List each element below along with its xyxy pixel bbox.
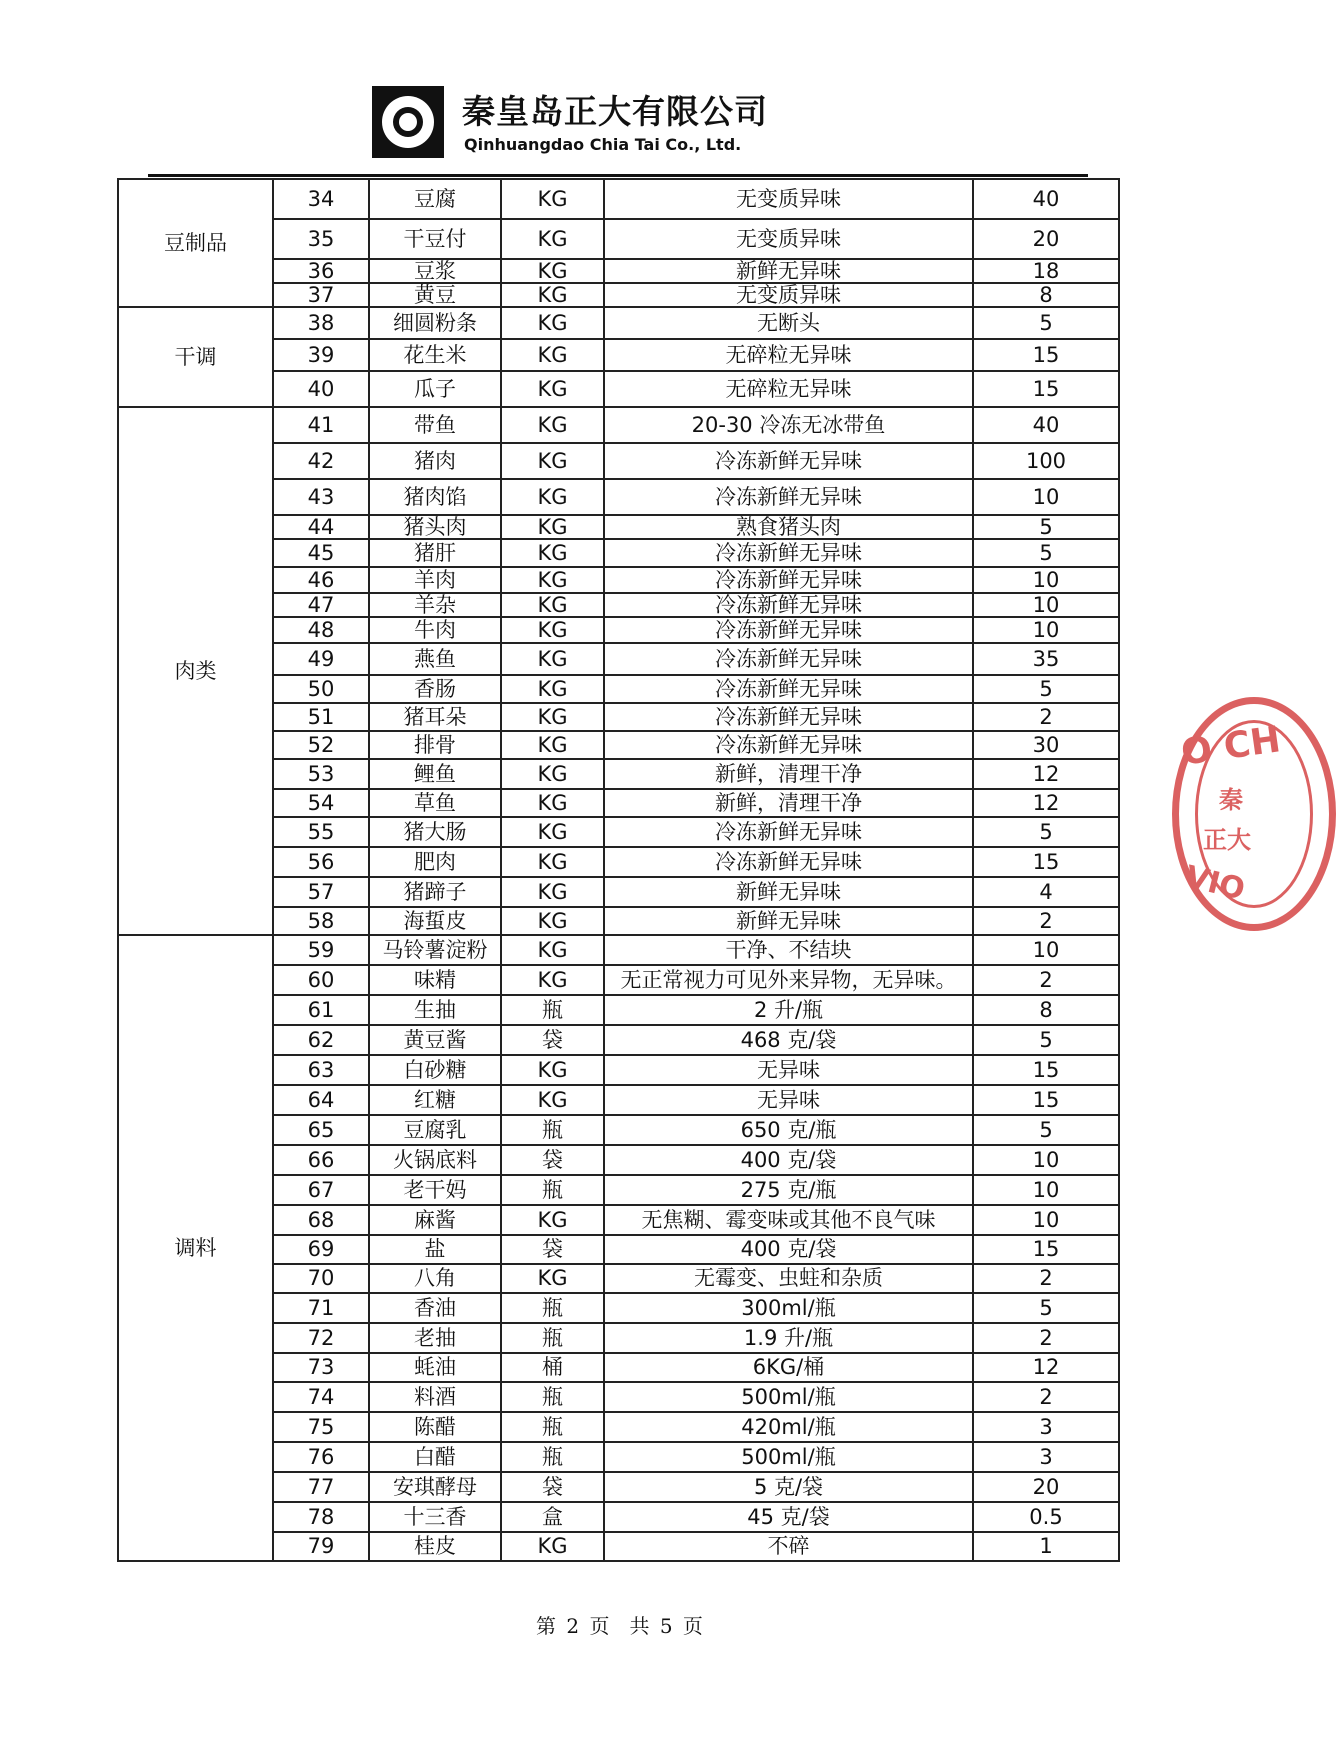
cell-name: 黄豆 [369,283,501,307]
cell-name: 红糖 [369,1085,501,1115]
cell-unit: KG [501,1532,604,1561]
cell-no: 78 [273,1502,369,1532]
cell-no: 45 [273,539,369,567]
table-row [118,307,1119,339]
cell-qty: 0.5 [973,1502,1119,1532]
cell-unit: KG [501,307,604,339]
cell-unit: KG [501,593,604,617]
cell-requirement: 500ml/瓶 [604,1442,973,1472]
cell-requirement: 300ml/瓶 [604,1293,973,1323]
cell-no: 62 [273,1025,369,1055]
cell-qty: 15 [973,847,1119,877]
cell-unit: KG [501,371,604,407]
cell-no: 57 [273,877,369,907]
cell-qty: 10 [973,1205,1119,1235]
logo-hole [393,107,423,137]
cell-qty: 3 [973,1442,1119,1472]
cell-requirement: 新鲜，清理干净 [604,759,973,789]
cell-unit: 瓶 [501,1115,604,1145]
category-cell: 肉类 [118,407,273,935]
cell-unit: KG [501,1055,604,1085]
cell-name: 海蜇皮 [369,907,501,935]
cell-name: 老抽 [369,1323,501,1353]
logo-ring [382,96,434,148]
cell-qty: 10 [973,935,1119,965]
cell-qty: 1 [973,1532,1119,1561]
cell-no: 44 [273,515,369,539]
cell-requirement: 400 克/袋 [604,1145,973,1175]
cell-unit: KG [501,759,604,789]
cell-no: 47 [273,593,369,617]
cell-no: 69 [273,1235,369,1264]
cell-qty: 10 [973,479,1119,515]
cell-qty: 5 [973,1115,1119,1145]
cell-unit: 瓶 [501,1323,604,1353]
cell-name: 火锅底料 [369,1145,501,1175]
cell-no: 79 [273,1532,369,1561]
cell-name: 燕鱼 [369,643,501,675]
cell-requirement: 冷冻新鲜无异味 [604,617,973,643]
cell-qty: 2 [973,1264,1119,1293]
cell-unit: KG [501,515,604,539]
cell-unit: KG [501,817,604,847]
cell-name: 牛肉 [369,617,501,643]
cell-requirement: 45 克/袋 [604,1502,973,1532]
cell-name: 猪肉 [369,443,501,479]
cell-qty: 40 [973,179,1119,219]
cell-unit: KG [501,1085,604,1115]
cell-requirement: 熟食猪头肉 [604,515,973,539]
cell-qty: 10 [973,593,1119,617]
cell-qty: 3 [973,1412,1119,1442]
cell-unit: KG [501,907,604,935]
cell-name: 白醋 [369,1442,501,1472]
cell-name: 草鱼 [369,789,501,817]
cell-requirement: 新鲜，清理干净 [604,789,973,817]
cell-no: 74 [273,1382,369,1412]
cell-unit: KG [501,443,604,479]
cell-name: 羊杂 [369,593,501,617]
cell-name: 肥肉 [369,847,501,877]
cell-qty: 35 [973,643,1119,675]
stamp-text-mid: 秦 [1219,786,1243,814]
cell-no: 50 [273,675,369,703]
cell-name: 陈醋 [369,1412,501,1442]
cell-requirement: 5 克/袋 [604,1472,973,1502]
cell-no: 39 [273,339,369,371]
cell-qty: 5 [973,817,1119,847]
chia-tai-logo-icon [372,86,444,158]
cell-no: 36 [273,259,369,283]
cell-no: 60 [273,965,369,995]
cell-requirement: 20-30 冷冻无冰带鱼 [604,407,973,443]
cell-requirement: 6KG/桶 [604,1353,973,1382]
cell-qty: 5 [973,515,1119,539]
cell-no: 68 [273,1205,369,1235]
cell-no: 65 [273,1115,369,1145]
cell-qty: 5 [973,1025,1119,1055]
cell-no: 42 [273,443,369,479]
cell-requirement: 无碎粒无异味 [604,339,973,371]
cell-unit: KG [501,479,604,515]
cell-unit: 瓶 [501,1382,604,1412]
cell-requirement: 冷冻新鲜无异味 [604,443,973,479]
cell-unit: KG [501,789,604,817]
cell-requirement: 400 克/袋 [604,1235,973,1264]
table-row [118,935,1119,965]
cell-name: 羊肉 [369,567,501,593]
cell-unit: 盒 [501,1502,604,1532]
cell-unit: 瓶 [501,995,604,1025]
cell-unit: 袋 [501,1235,604,1264]
cell-unit: KG [501,847,604,877]
cell-no: 52 [273,731,369,759]
cell-requirement: 无变质异味 [604,179,973,219]
cell-no: 35 [273,219,369,259]
stamp-text-low: 正大 [1203,826,1251,854]
cell-no: 77 [273,1472,369,1502]
cell-unit: KG [501,1205,604,1235]
cell-qty: 15 [973,1085,1119,1115]
cell-requirement: 无变质异味 [604,219,973,259]
cell-name: 白砂糖 [369,1055,501,1085]
cell-name: 花生米 [369,339,501,371]
cell-unit: 瓶 [501,1293,604,1323]
cell-no: 64 [273,1085,369,1115]
cell-name: 猪头肉 [369,515,501,539]
cell-name: 料酒 [369,1382,501,1412]
cell-qty: 5 [973,1293,1119,1323]
cell-no: 37 [273,283,369,307]
cell-qty: 18 [973,259,1119,283]
page-footer: 第 2 页 共 5 页 [536,1614,703,1638]
cell-name: 瓜子 [369,371,501,407]
purchase-items-table [117,178,1120,1562]
cell-unit: 袋 [501,1472,604,1502]
cell-no: 38 [273,307,369,339]
cell-no: 63 [273,1055,369,1085]
cell-name: 生抽 [369,995,501,1025]
cell-no: 58 [273,907,369,935]
cell-requirement: 冷冻新鲜无异味 [604,703,973,731]
cell-no: 49 [273,643,369,675]
logo-dot [399,113,417,131]
category-cell: 调料 [118,935,273,1561]
cell-no: 67 [273,1175,369,1205]
cell-no: 40 [273,371,369,407]
cell-requirement: 1.9 升/瓶 [604,1323,973,1353]
table-row [118,179,1119,219]
cell-requirement: 冷冻新鲜无异味 [604,593,973,617]
cell-qty: 5 [973,539,1119,567]
cell-qty: 2 [973,907,1119,935]
cell-requirement: 冷冻新鲜无异味 [604,643,973,675]
cell-name: 黄豆酱 [369,1025,501,1055]
cell-no: 59 [273,935,369,965]
cell-qty: 2 [973,1382,1119,1412]
cell-requirement: 2 升/瓶 [604,995,973,1025]
cell-name: 盐 [369,1235,501,1264]
cell-requirement: 无焦糊、霉变味或其他不良气味 [604,1205,973,1235]
cell-no: 48 [273,617,369,643]
cell-no: 76 [273,1442,369,1472]
cell-unit: 瓶 [501,1412,604,1442]
cell-unit: KG [501,179,604,219]
cell-qty: 8 [973,283,1119,307]
cell-qty: 2 [973,1323,1119,1353]
cell-name: 蚝油 [369,1353,501,1382]
cell-no: 34 [273,179,369,219]
cell-unit: KG [501,703,604,731]
cell-name: 味精 [369,965,501,995]
company-seal-stamp [1172,697,1336,931]
cell-unit: KG [501,539,604,567]
cell-qty: 10 [973,1175,1119,1205]
cell-no: 73 [273,1353,369,1382]
category-cell: 干调 [118,307,273,407]
cell-name: 鲤鱼 [369,759,501,789]
cell-no: 66 [273,1145,369,1175]
cell-requirement: 无碎粒无异味 [604,371,973,407]
cell-requirement: 新鲜无异味 [604,907,973,935]
cell-requirement: 468 克/袋 [604,1025,973,1055]
cell-unit: KG [501,567,604,593]
cell-name: 猪肉馅 [369,479,501,515]
cell-qty: 15 [973,1055,1119,1085]
cell-name: 老干妈 [369,1175,501,1205]
cell-qty: 15 [973,339,1119,371]
cell-no: 70 [273,1264,369,1293]
cell-qty: 12 [973,759,1119,789]
cell-qty: 2 [973,703,1119,731]
cell-no: 72 [273,1323,369,1353]
cell-requirement: 275 克/瓶 [604,1175,973,1205]
cell-name: 排骨 [369,731,501,759]
cell-qty: 20 [973,219,1119,259]
cell-unit: KG [501,935,604,965]
cell-name: 细圆粉条 [369,307,501,339]
cell-unit: KG [501,617,604,643]
cell-qty: 15 [973,371,1119,407]
table-row [118,407,1119,443]
header-divider [148,174,1088,177]
cell-requirement: 420ml/瓶 [604,1412,973,1442]
cell-requirement: 干净、不结块 [604,935,973,965]
cell-name: 麻酱 [369,1205,501,1235]
cell-name: 桂皮 [369,1532,501,1561]
cell-qty: 15 [973,1235,1119,1264]
cell-qty: 12 [973,1353,1119,1382]
cell-name: 豆腐 [369,179,501,219]
cell-name: 安琪酵母 [369,1472,501,1502]
cell-qty: 4 [973,877,1119,907]
cell-qty: 100 [973,443,1119,479]
cell-requirement: 冷冻新鲜无异味 [604,675,973,703]
cell-qty: 40 [973,407,1119,443]
cell-no: 55 [273,817,369,847]
cell-no: 41 [273,407,369,443]
cell-requirement: 新鲜无异味 [604,259,973,283]
cell-requirement: 无正常视力可见外来异物，无异味。 [604,965,973,995]
cell-unit: KG [501,643,604,675]
cell-unit: KG [501,1264,604,1293]
cell-qty: 10 [973,1145,1119,1175]
cell-requirement: 650 克/瓶 [604,1115,973,1145]
cell-name: 香肠 [369,675,501,703]
company-name-en: Qinhuangdao Chia Tai Co., Ltd. [464,135,742,154]
stamp-text-top: O CH [1178,719,1284,774]
cell-name: 马铃薯淀粉 [369,935,501,965]
cell-unit: 瓶 [501,1442,604,1472]
cell-name: 猪大肠 [369,817,501,847]
cell-unit: KG [501,675,604,703]
cell-no: 43 [273,479,369,515]
cell-name: 八角 [369,1264,501,1293]
cell-name: 带鱼 [369,407,501,443]
cell-no: 54 [273,789,369,817]
cell-requirement: 无断头 [604,307,973,339]
cell-requirement: 冷冻新鲜无异味 [604,731,973,759]
cell-no: 56 [273,847,369,877]
cell-qty: 8 [973,995,1119,1025]
cell-unit: KG [501,407,604,443]
cell-no: 75 [273,1412,369,1442]
cell-requirement: 冷冻新鲜无异味 [604,847,973,877]
cell-qty: 30 [973,731,1119,759]
cell-unit: KG [501,965,604,995]
cell-unit: KG [501,219,604,259]
cell-requirement: 新鲜无异味 [604,877,973,907]
cell-qty: 2 [973,965,1119,995]
cell-qty: 20 [973,1472,1119,1502]
cell-requirement: 无霉变、虫蛀和杂质 [604,1264,973,1293]
cell-no: 46 [273,567,369,593]
cell-unit: KG [501,283,604,307]
cell-requirement: 无异味 [604,1085,973,1115]
cell-unit: 袋 [501,1025,604,1055]
cell-unit: KG [501,259,604,283]
cell-unit: KG [501,731,604,759]
cell-requirement: 冷冻新鲜无异味 [604,817,973,847]
cell-name: 豆腐乳 [369,1115,501,1145]
cell-name: 猪耳朵 [369,703,501,731]
cell-requirement: 冷冻新鲜无异味 [604,567,973,593]
cell-qty: 10 [973,617,1119,643]
cell-unit: 瓶 [501,1175,604,1205]
cell-name: 香油 [369,1293,501,1323]
company-name-cn: 秦皇岛正大有限公司 [462,92,768,131]
cell-requirement: 冷冻新鲜无异味 [604,479,973,515]
cell-no: 61 [273,995,369,1025]
cell-name: 豆浆 [369,259,501,283]
cell-name: 猪蹄子 [369,877,501,907]
cell-unit: 桶 [501,1353,604,1382]
cell-qty: 5 [973,675,1119,703]
cell-qty: 12 [973,789,1119,817]
cell-requirement: 无异味 [604,1055,973,1085]
cell-unit: 袋 [501,1145,604,1175]
category-cell: 豆制品 [118,179,273,307]
cell-qty: 10 [973,567,1119,593]
cell-name: 十三香 [369,1502,501,1532]
cell-name: 干豆付 [369,219,501,259]
cell-unit: KG [501,877,604,907]
cell-unit: KG [501,339,604,371]
cell-requirement: 冷冻新鲜无异味 [604,539,973,567]
cell-requirement: 无变质异味 [604,283,973,307]
cell-name: 猪肝 [369,539,501,567]
cell-no: 71 [273,1293,369,1323]
stamp-text-bottom: VIO [1181,859,1249,908]
cell-requirement: 500ml/瓶 [604,1382,973,1412]
cell-no: 53 [273,759,369,789]
cell-qty: 5 [973,307,1119,339]
cell-requirement: 不碎 [604,1532,973,1561]
cell-no: 51 [273,703,369,731]
